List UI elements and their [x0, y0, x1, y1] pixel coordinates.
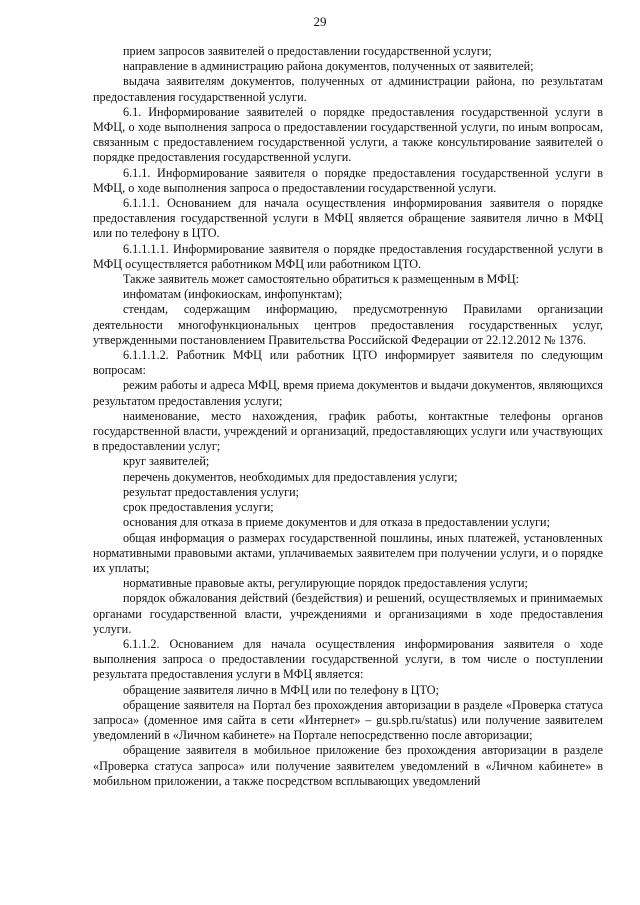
paragraph: результат предоставления услуги;	[123, 484, 300, 499]
paragraph: основания для отказа в приеме документов и для отказа в предоставлении услуги;	[123, 515, 550, 530]
paragraph: срок предоставления услуги;	[123, 500, 274, 515]
paragraph: обращение заявителя лично в МФЦ или по телефону в ЦТО;	[123, 682, 439, 697]
paragraph: общая информация о размерах государственной пошлины, иных платежей, установленных нормативными правовыми актами, уплачиваемых заявителем при получении услуги, и о порядке их уплаты;	[93, 530, 603, 575]
paragraph: прием запросов заявителей о предоставлении государственной услуги;	[123, 44, 492, 58]
paragraph: направление в администрацию района документов, полученных от заявителей;	[123, 59, 534, 74]
paragraph: 6.1.1.2. Основанием для начала осуществления информирования заявителя о ходе выполнения запроса о предоставлении государственной услуги, в том числе о поступлении результата предоставления услуги в МФЦ является:	[93, 636, 603, 682]
paragraph: наименование, место нахождения, график работы, контактные телефоны органов государственной власти, учреждений и организаций, предоставляющих услуги или участвующих в предоставлении услуг;	[93, 408, 603, 454]
paragraph: нормативные правовые акты, регулирующие порядок предоставления услуги;	[123, 576, 528, 591]
paragraph: порядок обжалования действий (бездействия) и решений, осуществляемых и принимаемых органами государственной власти, учреждениями и организациями в ходе предоставления услуги.	[93, 591, 603, 636]
paragraph: режим работы и адреса МФЦ, время приема документов и выдачи документов, являющихся результатом предоставления услуги;	[93, 378, 603, 408]
paragraph: круг заявителей;	[123, 454, 210, 469]
paragraph: 6.1.1.1.1. Информирование заявителя о порядке предоставления государственной услуги в МФЦ осуществляется работником МФЦ или работником ЦТО.	[93, 241, 603, 271]
paragraph: обращение заявителя в мобильное приложение без прохождения авторизации в разделе «Проверка статуса запроса» или получение заявителем уведомлений в «Личном кабинете» в мобильном приложении, а также посредством всплывающих уведомлений	[93, 743, 603, 788]
page-number: 29	[313, 14, 327, 29]
paragraph: инфоматам (инфокиоскам, инфопунктам);	[123, 287, 343, 302]
paragraph: обращение заявителя на Портал без прохождения авторизации в разделе «Проверка статуса запроса» (доменное имя сайта в сети «Интернет» – gu.spb.ru/status) или получение заявителем уведомлений в «Личном кабинете» на Портале непосредственно после авторизации;	[93, 697, 603, 743]
paragraph: выдача заявителям документов, полученных от администрации района, по результатам предоставления государственной услуги.	[93, 74, 603, 104]
paragraph: 6.1.1.1.2. Работник МФЦ или работник ЦТО информирует заявителя по следующим вопросам:	[93, 348, 603, 378]
paragraph: 6.1.1.1. Основанием для начала осуществления информирования заявителя о порядке предоставления государственной услуги в МФЦ является обращение заявителя лично в МФЦ или по телефону в ЦТО.	[93, 196, 603, 241]
paragraph: Также заявитель может самостоятельно обратиться к размещенным в МФЦ:	[123, 272, 520, 287]
document-body	[93, 44, 603, 789]
paragraph: 6.1. Информирование заявителей о порядке предоставления государственной услуги в МФЦ, о ходе выполнения запроса о предоставлении государственной услуги, по иным вопросам, связанным с предоставлением государственной услуги, а также консультирование заявителей о порядке предоставления государственной услуги.	[93, 104, 603, 165]
paragraph: 6.1.1. Информирование заявителя о порядке предоставления государственной услуги в МФЦ, о ходе выполнения запроса о предоставлении государственной услуги.	[93, 165, 603, 195]
paragraph: стендам, содержащим информацию, предусмотренную Правилами организации деятельности многофункциональных центров предоставления государственных услуг, утвержденными постановлением Правительства Российской Федерации от 22.12.2012 № 1376.	[93, 302, 603, 347]
paragraph: перечень документов, необходимых для предоставления услуги;	[123, 469, 458, 484]
